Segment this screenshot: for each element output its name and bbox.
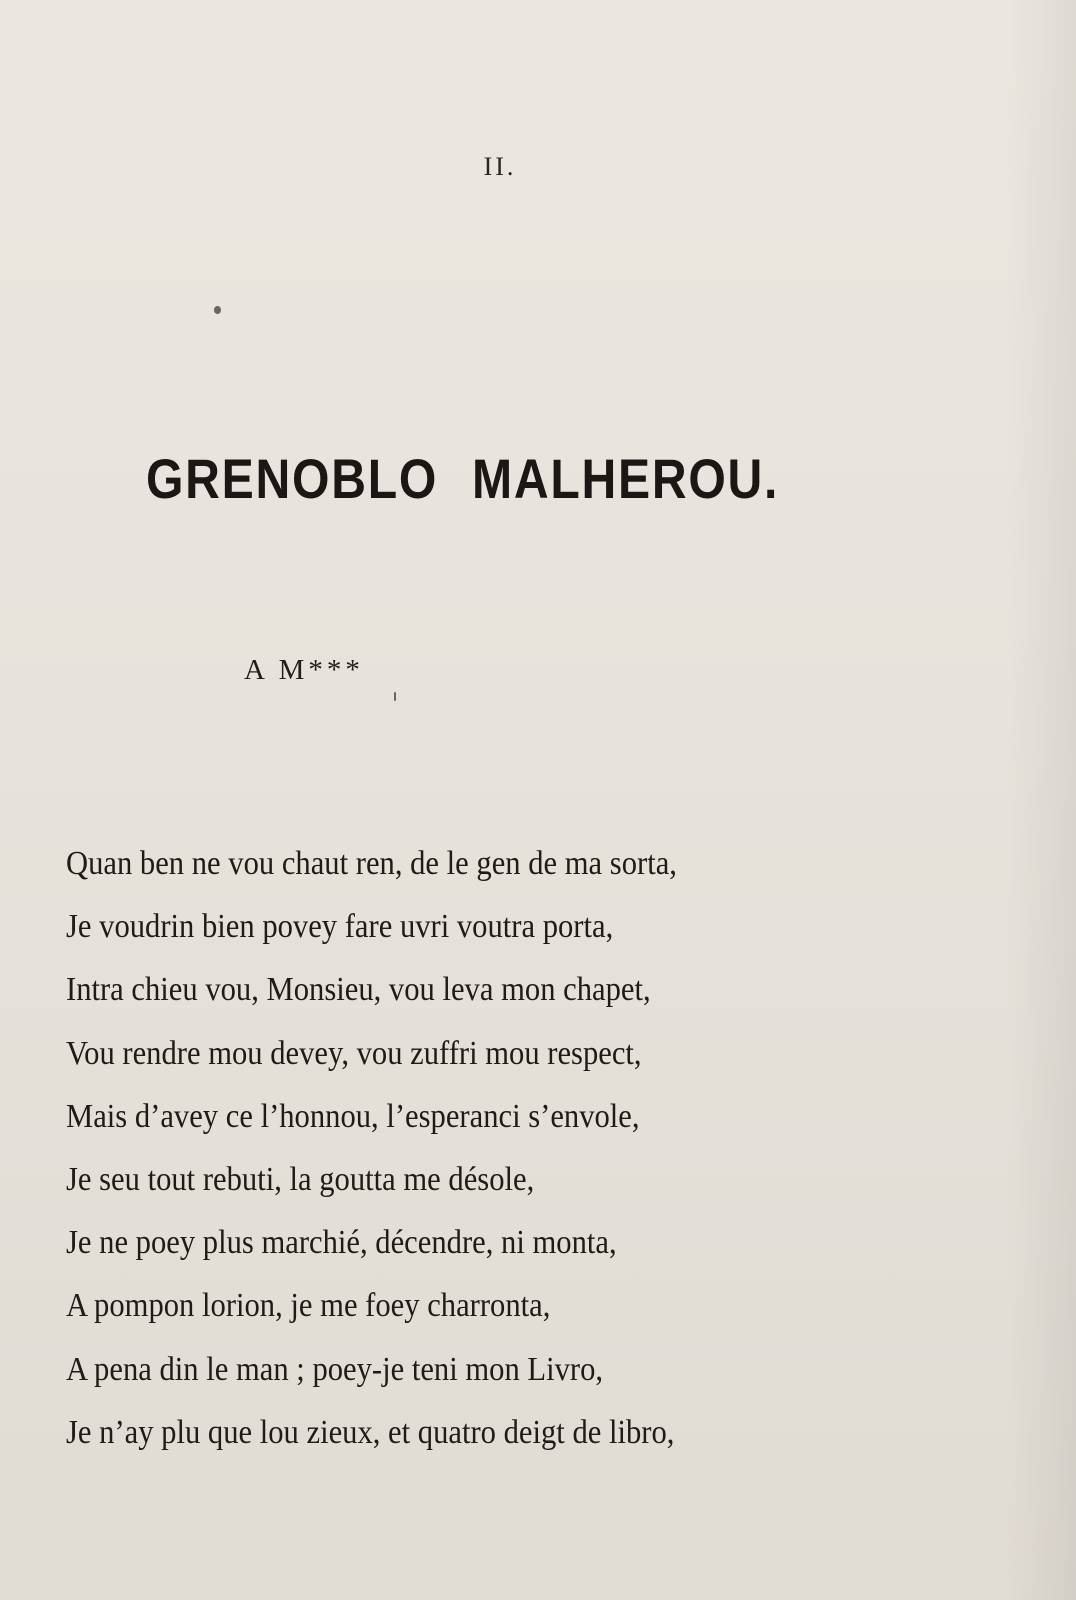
paper-speck <box>214 306 221 314</box>
section-number: II. <box>483 152 517 181</box>
page-edge-shadow <box>1006 0 1076 1600</box>
verse-line: Quan ben ne vou chaut ren, de le gen de ma sorta, <box>66 845 677 882</box>
verse-line: Je seu tout rebuti, la goutta me désole, <box>66 1160 535 1198</box>
poem-verses <box>66 838 926 1470</box>
verse-line: Je n’ay plu que lou zieux, et quatro deigt de libro, <box>66 1413 675 1451</box>
poem-title: GRENOBLO MALHEROU. <box>146 446 780 510</box>
verse-line: A pompon lorion, je me foey charronta, <box>66 1287 551 1325</box>
verse-line: Je voudrin bien povey fare uvri voutra porta, <box>66 908 614 946</box>
dedication: A M*** <box>244 654 364 686</box>
verse-line: Vou rendre mou devey, vou zuffri mou respect, <box>66 1034 642 1072</box>
verse-line: A pena din le man ; poey-je teni mon Livro, <box>66 1350 604 1388</box>
verse-line: Mais d’avey ce l’honnou, l’esperanci s’envole, <box>66 1097 640 1135</box>
paper-speck <box>394 692 396 701</box>
verse-line: Intra chieu vou, Monsieu, vou leva mon chapet, <box>66 971 651 1009</box>
verse-line: Je ne poey plus marchié, décendre, ni monta, <box>66 1224 617 1262</box>
